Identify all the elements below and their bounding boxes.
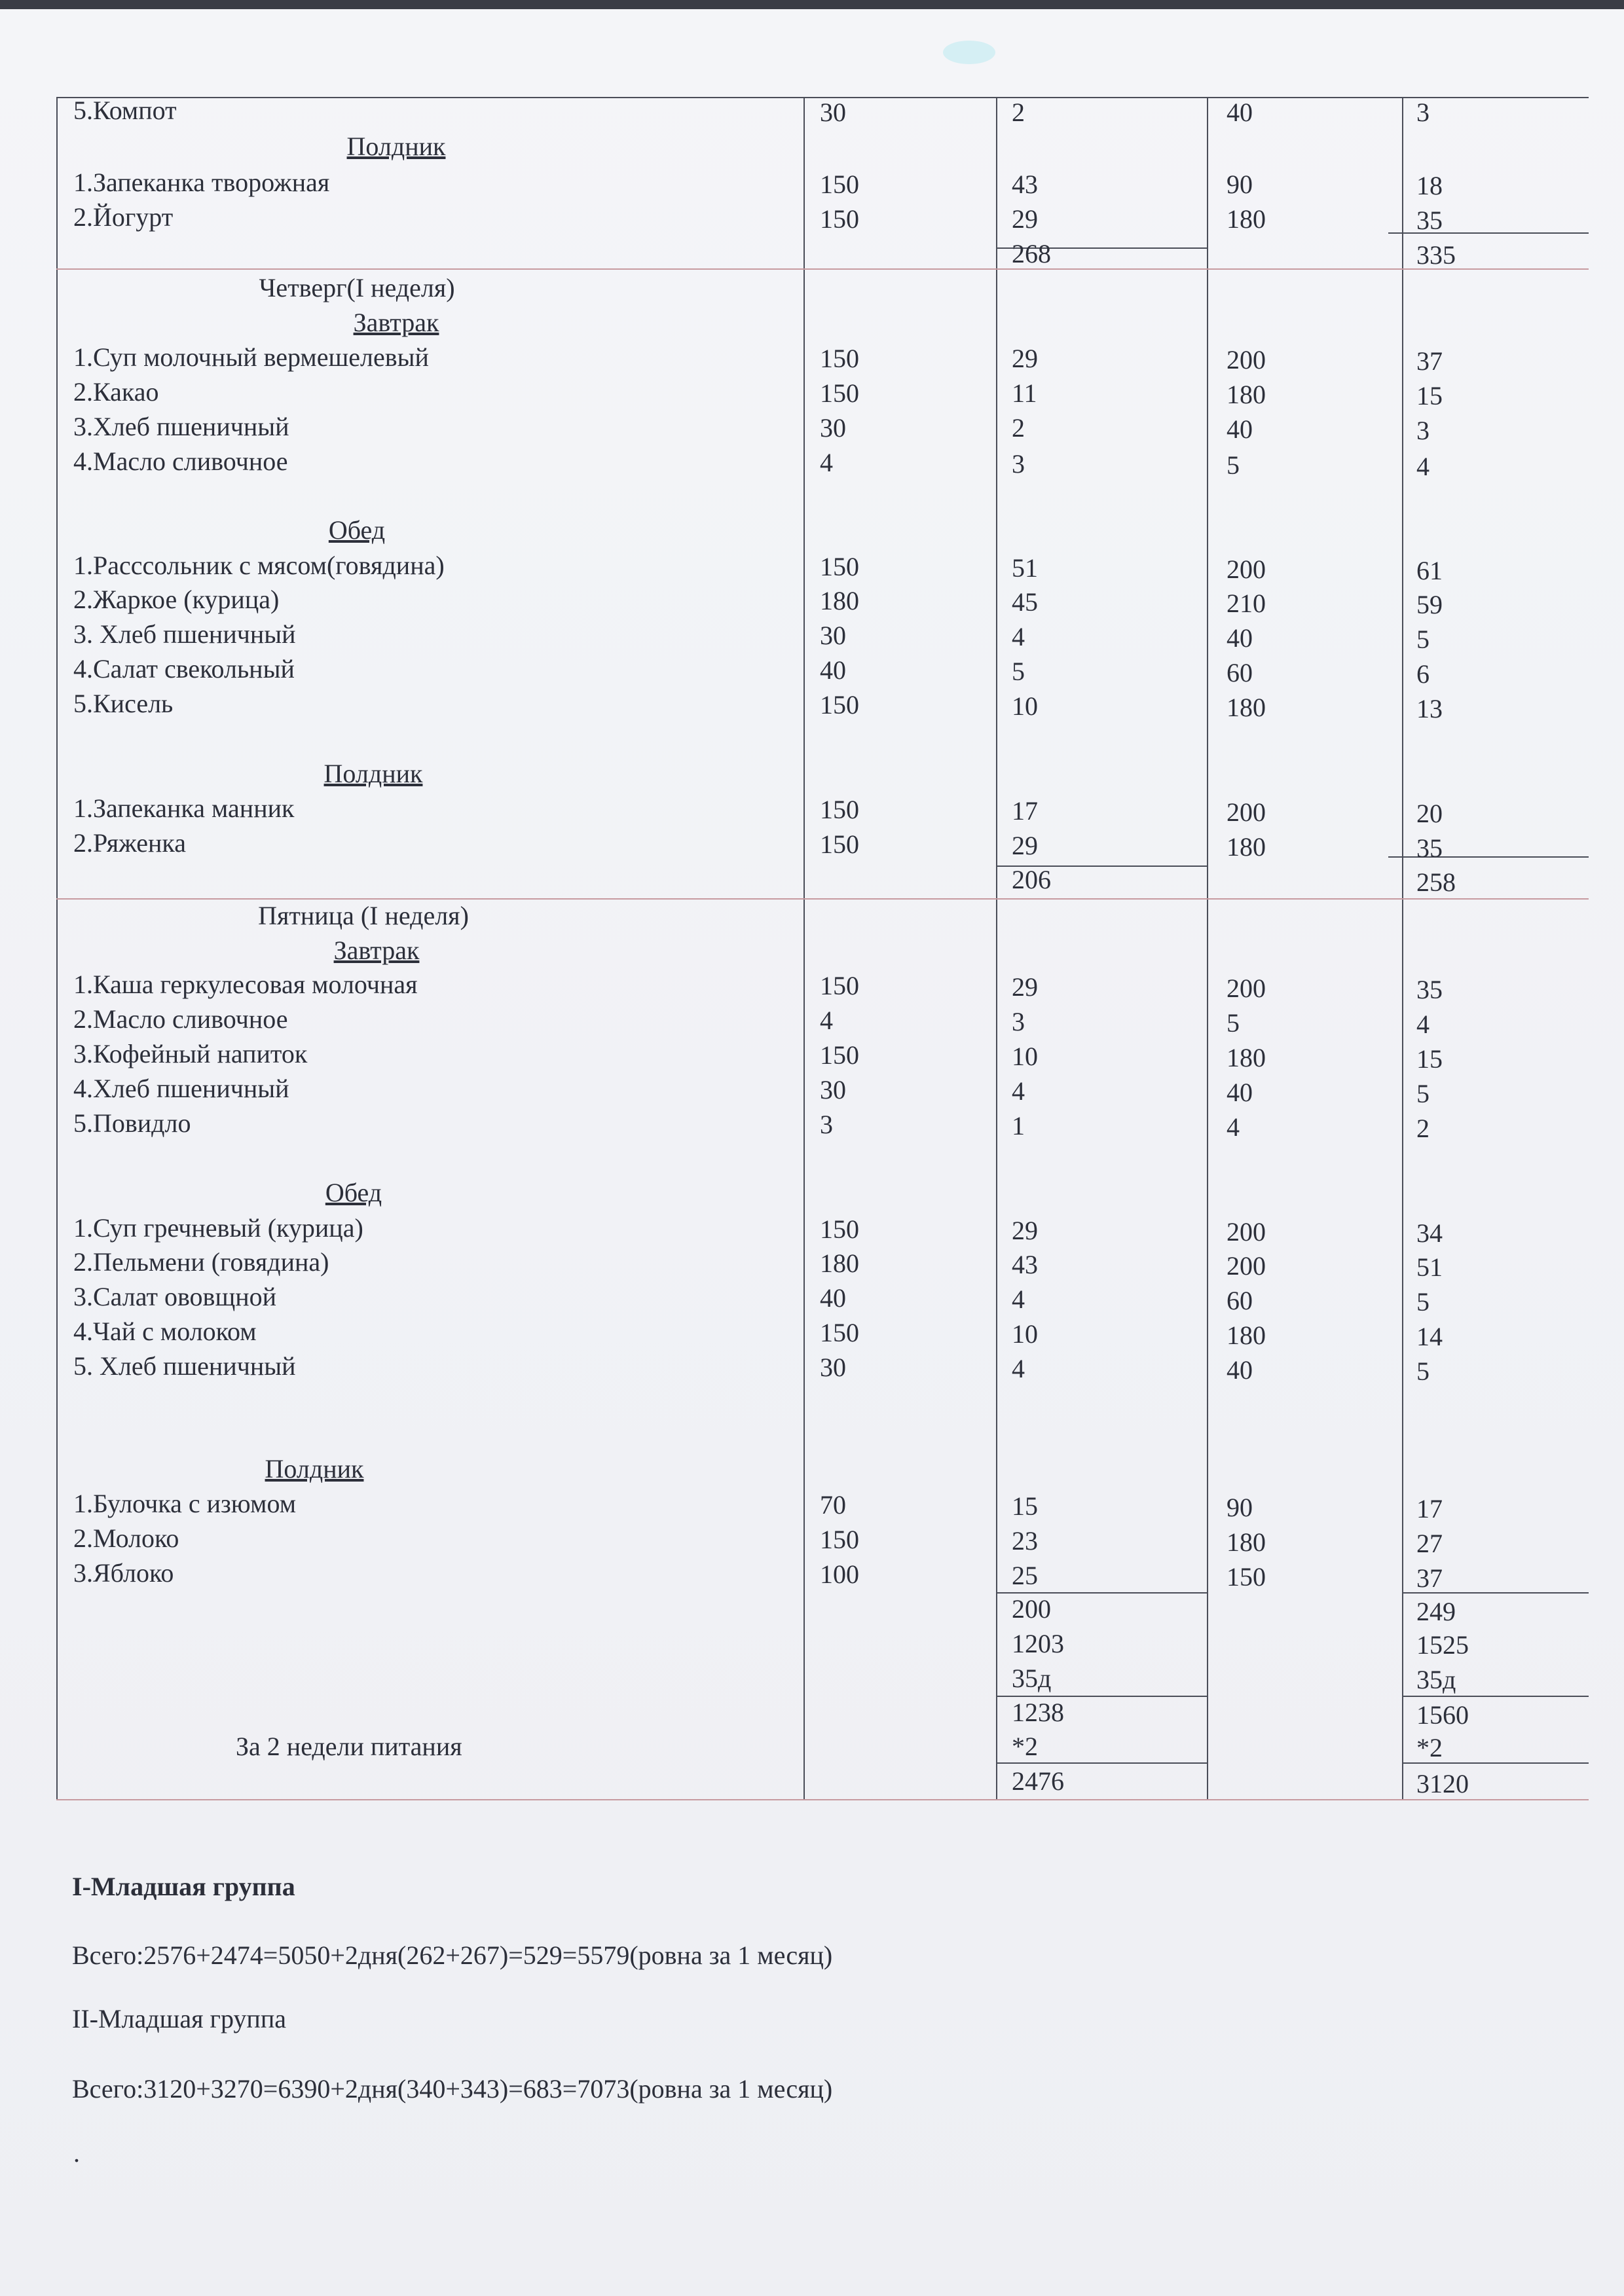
item-weight: 30 — [820, 1353, 846, 1382]
item-weight: 150 — [820, 170, 859, 199]
item-weight: 30 — [820, 98, 846, 127]
item-weight-b: 4 — [1227, 1112, 1240, 1142]
column-divider-2 — [996, 97, 997, 1799]
item-name: 2.Какао — [73, 377, 159, 407]
column-divider-1 — [803, 97, 805, 1799]
item-name: 2.Молоко — [73, 1523, 179, 1553]
total-week-c4: 1560 — [1416, 1700, 1469, 1730]
item-name: 2.Пельмени (говядина) — [73, 1247, 329, 1277]
item-weight: 150 — [820, 1040, 859, 1070]
total-wed-c2: 268 — [1012, 239, 1051, 268]
item-weight-b: 60 — [1227, 658, 1253, 687]
item-value-a: 2 — [1012, 413, 1025, 443]
item-weight: 150 — [820, 690, 859, 720]
total-days-c4: 35д — [1416, 1665, 1456, 1694]
stray-dot: . — [73, 2138, 80, 2168]
row-separator-thursday — [56, 268, 1589, 270]
section-header-zavtrak: Завтрак — [353, 308, 439, 337]
multiplier-c4: *2 — [1416, 1733, 1443, 1762]
item-value-b: 5 — [1416, 1079, 1430, 1108]
item-value-a: 45 — [1012, 587, 1038, 617]
item-weight: 100 — [820, 1559, 859, 1589]
item-weight: 30 — [820, 621, 846, 650]
item-weight: 150 — [820, 971, 859, 1000]
item-weight: 150 — [820, 1318, 859, 1347]
item-name: 3.Яблоко — [73, 1558, 174, 1588]
item-weight: 150 — [820, 552, 859, 581]
item-name: 5.Компот — [73, 96, 177, 125]
item-name: 1.Расссольник с мясом(говядина) — [73, 551, 445, 580]
item-value-a: 10 — [1012, 1042, 1038, 1071]
item-weight-b: 180 — [1227, 1043, 1266, 1072]
item-weight: 40 — [820, 1283, 846, 1313]
item-value-a: 11 — [1012, 378, 1037, 408]
item-value-a: 15 — [1012, 1491, 1038, 1521]
total-fri-c4: 249 — [1416, 1597, 1456, 1626]
total-sum-c4: 1525 — [1416, 1630, 1469, 1660]
item-name: 3.Хлеб пшеничный — [73, 412, 289, 441]
item-value-a: 29 — [1012, 831, 1038, 860]
item-weight-b: 60 — [1227, 1286, 1253, 1315]
total-line-week-c4 — [1402, 1696, 1589, 1697]
item-name: 2.Ряженка — [73, 828, 186, 858]
total-wed-c4: 335 — [1416, 240, 1456, 270]
item-value-a: 43 — [1012, 170, 1038, 199]
item-weight-b: 200 — [1227, 974, 1266, 1003]
item-value-a: 4 — [1012, 1354, 1025, 1383]
item-value-a: 10 — [1012, 1319, 1038, 1349]
item-value-b: 35 — [1416, 833, 1443, 863]
item-value-a: 1 — [1012, 1111, 1025, 1140]
item-value-a: 43 — [1012, 1250, 1038, 1279]
item-weight: 4 — [820, 448, 833, 477]
item-value-b: 3 — [1416, 416, 1430, 445]
item-weight: 30 — [820, 413, 846, 443]
final-total-c4: 3120 — [1416, 1769, 1469, 1798]
item-value-b: 13 — [1416, 694, 1443, 723]
item-weight-b: 180 — [1227, 1321, 1266, 1350]
item-value-b: 15 — [1416, 381, 1443, 410]
item-value-b: 18 — [1416, 171, 1443, 200]
item-name: 4.Масло сливочное — [73, 446, 288, 476]
item-weight-b: 200 — [1227, 1251, 1266, 1281]
item-weight-b: 180 — [1227, 204, 1266, 234]
total-line-final-c2 — [996, 1762, 1207, 1764]
item-value-b: 5 — [1416, 625, 1430, 654]
column-divider-3 — [1207, 97, 1208, 1799]
item-weight: 150 — [820, 795, 859, 824]
item-name: 4.Чай с молоком — [73, 1317, 257, 1346]
item-value-b: 4 — [1416, 1010, 1430, 1039]
item-name: 3. Хлеб пшеничный — [73, 619, 296, 649]
item-weight: 150 — [820, 829, 859, 859]
item-weight-b: 40 — [1227, 1078, 1253, 1107]
item-weight-b: 40 — [1227, 1355, 1253, 1385]
table-border-left — [56, 97, 58, 1799]
item-weight-b: 200 — [1227, 345, 1266, 374]
item-weight: 180 — [820, 586, 859, 615]
item-name: 1.Суп гречневый (курица) — [73, 1213, 363, 1243]
item-value-b: 61 — [1416, 556, 1443, 585]
item-name: 3.Кофейный напиток — [73, 1039, 308, 1068]
total-sum-c2: 1203 — [1012, 1629, 1064, 1658]
item-weight-b: 180 — [1227, 1527, 1266, 1557]
item-weight: 150 — [820, 1525, 859, 1554]
item-value-b: 37 — [1416, 1563, 1443, 1593]
item-value-a: 29 — [1012, 204, 1038, 234]
total-thu-c4: 258 — [1416, 867, 1456, 897]
item-weight: 150 — [820, 1214, 859, 1244]
item-weight: 40 — [820, 655, 846, 685]
item-value-a: 29 — [1012, 344, 1038, 373]
item-value-b: 59 — [1416, 590, 1443, 619]
item-name: 2.Йогурт — [73, 202, 174, 232]
item-name: 5. Хлеб пшеничный — [73, 1351, 296, 1381]
section-header-poldnik: Полдник — [346, 132, 446, 161]
item-weight: 30 — [820, 1075, 846, 1104]
item-value-b: 27 — [1416, 1529, 1443, 1558]
ink-stain — [943, 41, 995, 64]
item-weight-b: 90 — [1227, 170, 1253, 199]
item-weight: 150 — [820, 378, 859, 408]
item-value-b: 5 — [1416, 1287, 1430, 1317]
item-weight-b: 40 — [1227, 414, 1253, 444]
item-weight-b: 200 — [1227, 555, 1266, 584]
item-value-a: 29 — [1012, 1216, 1038, 1245]
item-weight-b: 200 — [1227, 797, 1266, 827]
total-week-c2: 1238 — [1012, 1698, 1064, 1727]
item-weight: 150 — [820, 344, 859, 373]
group1-total: Всего:2576+2474=5050+2дня(262+267)=529=5579(ровна за 1 месяц) — [72, 1941, 833, 1970]
section-header-zavtrak: Завтрак — [333, 936, 420, 965]
item-value-a: 4 — [1012, 1076, 1025, 1106]
item-weight-b: 180 — [1227, 693, 1266, 722]
item-value-b: 15 — [1416, 1044, 1443, 1074]
item-value-b: 6 — [1416, 659, 1430, 689]
item-name: 2.Масло сливочное — [73, 1004, 288, 1034]
day-header-friday: Пятница (I неделя) — [258, 901, 469, 930]
item-name: 1.Запеканка творожная — [73, 168, 330, 197]
item-weight-b: 210 — [1227, 589, 1266, 618]
item-weight: 70 — [820, 1490, 846, 1520]
group1-title: I-Младшая группа — [72, 1872, 295, 1901]
item-value-a: 3 — [1012, 449, 1025, 479]
section-header-obed: Обед — [325, 1178, 382, 1207]
item-name: 1.Булочка с изюмом — [73, 1489, 297, 1518]
item-weight-b: 40 — [1227, 623, 1253, 653]
item-name: 1.Каша геркулесовая молочная — [73, 970, 418, 999]
item-value-b: 2 — [1416, 1114, 1430, 1143]
section-header-obed: Обед — [328, 515, 386, 545]
item-value-a: 51 — [1012, 553, 1038, 583]
item-weight-b: 5 — [1227, 1008, 1240, 1038]
item-value-b: 34 — [1416, 1218, 1443, 1248]
item-name: 2.Жаркое (курица) — [73, 585, 280, 614]
item-value-b: 5 — [1416, 1357, 1430, 1386]
multiplier-c2: *2 — [1012, 1732, 1038, 1761]
item-value-b: 35 — [1416, 206, 1443, 235]
row-separator-friday — [56, 898, 1589, 900]
day-header-thursday: Четверг(I неделя) — [259, 273, 455, 302]
item-weight: 3 — [820, 1110, 833, 1139]
item-value-b: 51 — [1416, 1252, 1443, 1282]
section-header-poldnik: Полдник — [265, 1454, 364, 1484]
item-value-b: 17 — [1416, 1494, 1443, 1523]
item-value-a: 29 — [1012, 972, 1038, 1002]
item-value-a: 2 — [1012, 98, 1025, 127]
item-weight-b: 180 — [1227, 832, 1266, 862]
item-value-b: 35 — [1416, 975, 1443, 1004]
item-name: 4.Хлеб пшеничный — [73, 1074, 289, 1103]
item-weight-b: 150 — [1227, 1562, 1266, 1592]
group2-total: Всего:3120+3270=6390+2дня(340+343)=683=7073(ровна за 1 месяц) — [72, 2074, 833, 2104]
scanner-edge — [0, 0, 1624, 9]
total-days-c2: 35д — [1012, 1664, 1052, 1693]
item-value-b: 37 — [1416, 346, 1443, 376]
item-name: 1.Запеканка манник — [73, 793, 295, 823]
total-fri-c2: 200 — [1012, 1594, 1051, 1624]
item-value-a: 25 — [1012, 1561, 1038, 1590]
group2-title: II-Младшая группа — [72, 2004, 286, 2033]
item-weight: 150 — [820, 204, 859, 234]
total-thu-c2: 206 — [1012, 865, 1051, 894]
item-name: 1.Суп молочный вермешелевый — [73, 342, 429, 372]
item-weight: 4 — [820, 1006, 833, 1035]
label-two-weeks: За 2 недели питания — [236, 1732, 462, 1761]
item-weight-b: 200 — [1227, 1217, 1266, 1247]
item-value-a: 17 — [1012, 796, 1038, 826]
item-weight: 180 — [820, 1248, 859, 1278]
item-name: 4.Салат свекольный — [73, 654, 295, 683]
item-value-a: 3 — [1012, 1007, 1025, 1036]
column-divider-4 — [1402, 97, 1403, 1799]
item-value-a: 10 — [1012, 691, 1038, 721]
item-name: 3.Салат ововщной — [73, 1282, 277, 1311]
section-header-poldnik: Полдник — [323, 759, 423, 788]
item-value-a: 4 — [1012, 1285, 1025, 1314]
item-name: 5.Повидло — [73, 1108, 191, 1138]
item-value-a: 23 — [1012, 1526, 1038, 1556]
item-weight-b: 5 — [1227, 450, 1240, 480]
item-weight-b: 90 — [1227, 1493, 1253, 1522]
item-weight-b: 40 — [1227, 98, 1253, 127]
item-weight-b: 180 — [1227, 380, 1266, 409]
item-value-b: 4 — [1416, 452, 1430, 481]
item-value-b: 3 — [1416, 98, 1430, 127]
item-name: 5.Кисель — [73, 689, 174, 718]
item-value-a: 4 — [1012, 622, 1025, 651]
final-total-c2: 2476 — [1012, 1766, 1064, 1796]
table-border-bottom — [56, 1799, 1589, 1800]
item-value-a: 5 — [1012, 657, 1025, 686]
item-value-b: 20 — [1416, 799, 1443, 828]
item-value-b: 14 — [1416, 1322, 1443, 1351]
